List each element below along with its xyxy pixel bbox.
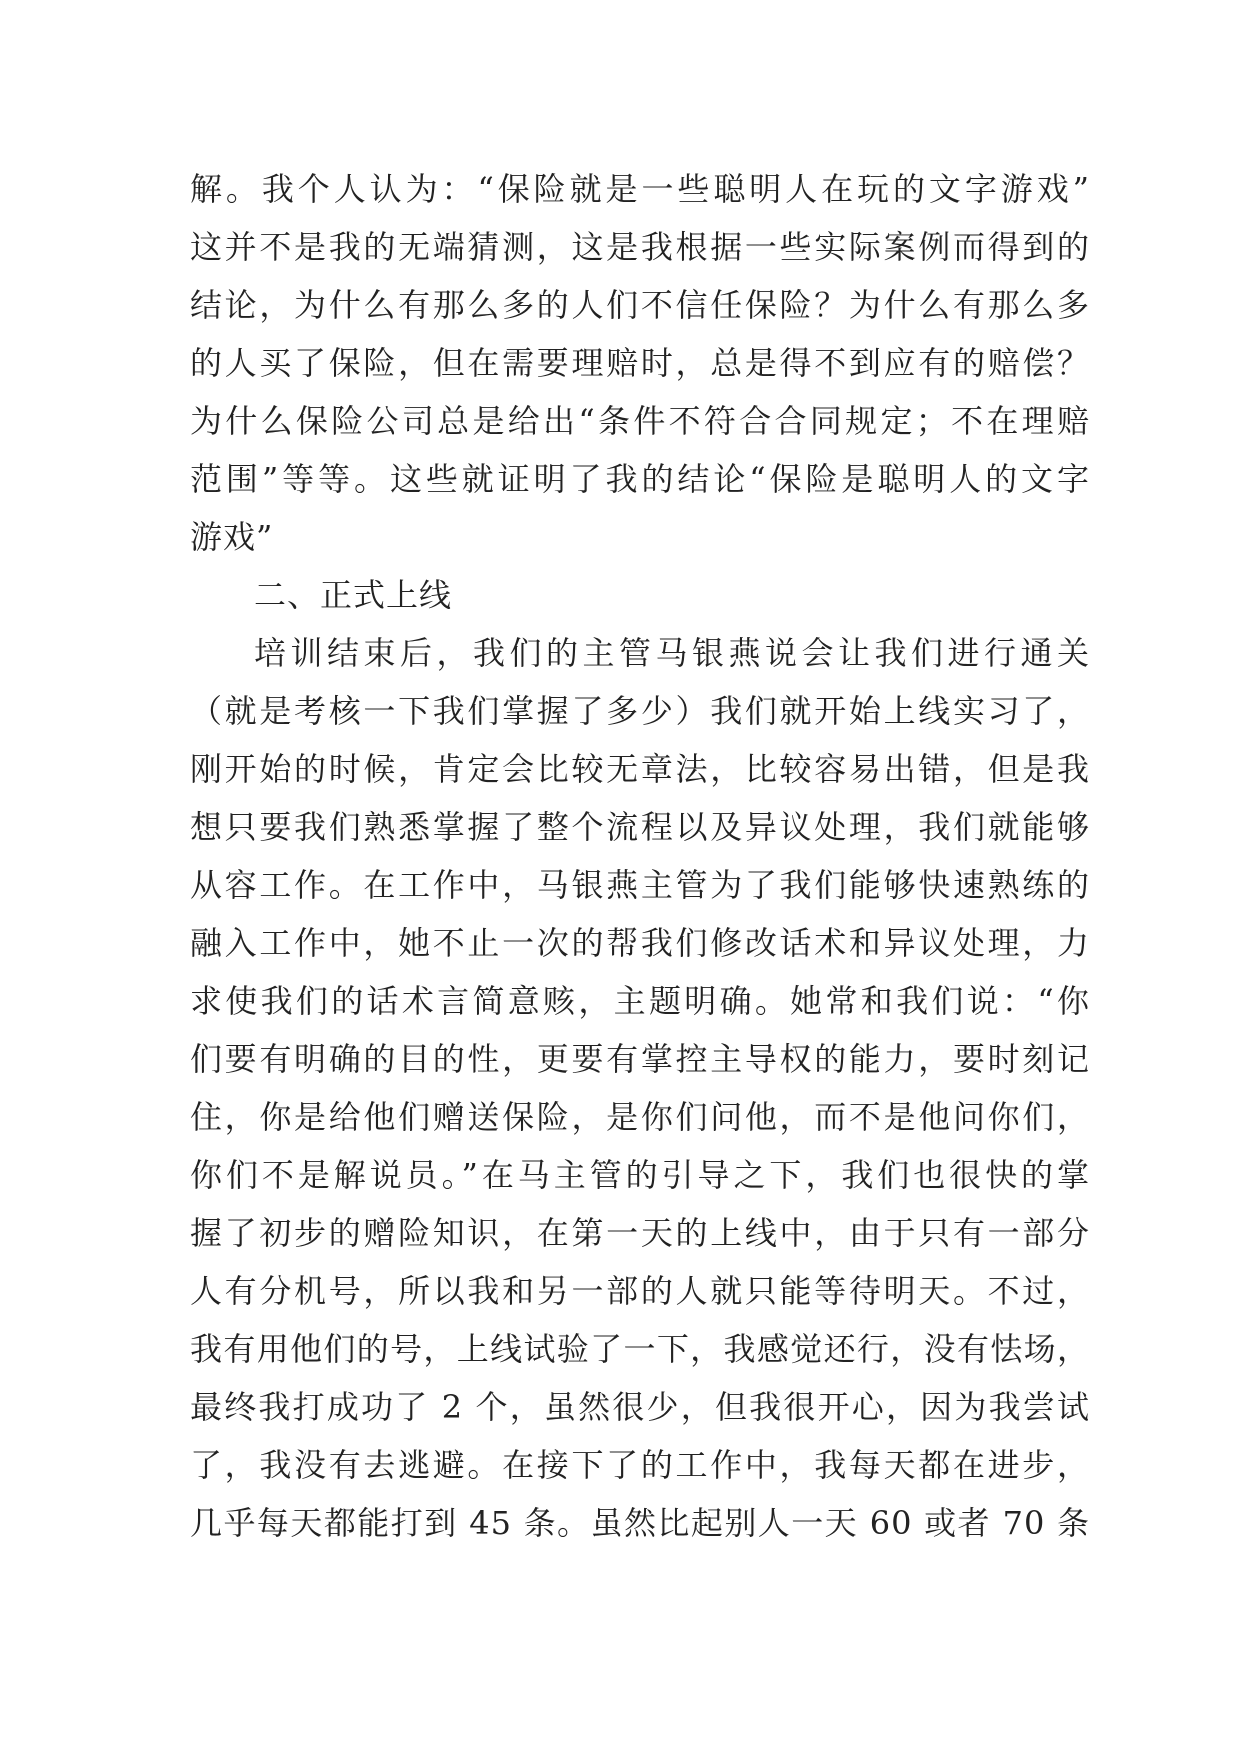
text-line: 你们不是解说员。”在马主管的引导之下，我们也很快的掌 xyxy=(190,1156,1090,1194)
text-line: 握了初步的赠险知识，在第一天的上线中，由于只有一部分 xyxy=(190,1214,1090,1252)
text-line: 人有分机号，所以我和另一部的人就只能等待明天。不过， xyxy=(190,1272,1090,1310)
text-line: 结论，为什么有那么多的人们不信任保险？为什么有那么多 xyxy=(190,286,1090,324)
text-line: （就是考核一下我们掌握了多少）我们就开始上线实习了， xyxy=(190,692,1090,730)
text-line: 想只要我们熟悉掌握了整个流程以及异议处理，我们就能够 xyxy=(190,808,1090,846)
text-line: 最终我打成功了 2 个，虽然很少，但我很开心，因为我尝试 xyxy=(190,1388,1090,1426)
text-line: 范围”等等。这些就证明了我的结论“保险是聪明人的文字 xyxy=(190,460,1090,498)
text-line: 培训结束后，我们的主管马银燕说会让我们进行通关 xyxy=(254,634,1090,672)
text-line: 融入工作中，她不止一次的帮我们修改话术和异议处理，力 xyxy=(190,924,1090,962)
text-line: 的人买了保险，但在需要理赔时，总是得不到应有的赔偿？ xyxy=(190,344,1090,382)
text-line: 刚开始的时候，肯定会比较无章法，比较容易出错，但是我 xyxy=(190,750,1090,788)
text-line: 求使我们的话术言简意赅，主题明确。她常和我们说：“你 xyxy=(190,982,1090,1020)
text-line: 这并不是我的无端猜测，这是我根据一些实际案例而得到的 xyxy=(190,228,1090,266)
text-line: 住，你是给他们赠送保险，是你们问他，而不是他问你们， xyxy=(190,1098,1090,1136)
body-text xyxy=(190,160,1090,1552)
text-line: 解。我个人认为：“保险就是一些聪明人在玩的文字游戏” xyxy=(190,170,1090,208)
text-line: 们要有明确的目的性，更要有掌控主导权的能力，要时刻记 xyxy=(190,1040,1090,1078)
text-line: 游戏” xyxy=(190,518,274,556)
text-line: 为什么保险公司总是给出“条件不符合合同规定；不在理赔 xyxy=(190,402,1090,440)
text-line: 几乎每天都能打到 45 条。虽然比起别人一天 60 或者 70 条 xyxy=(190,1504,1090,1542)
text-line: 了，我没有去逃避。在接下了的工作中，我每天都在进步， xyxy=(190,1446,1090,1484)
text-line: 我有用他们的号，上线试验了一下，我感觉还行，没有怯场， xyxy=(190,1330,1090,1368)
text-line: 从容工作。在工作中，马银燕主管为了我们能够快速熟练的 xyxy=(190,866,1090,904)
section-heading: 二、正式上线 xyxy=(254,576,453,614)
